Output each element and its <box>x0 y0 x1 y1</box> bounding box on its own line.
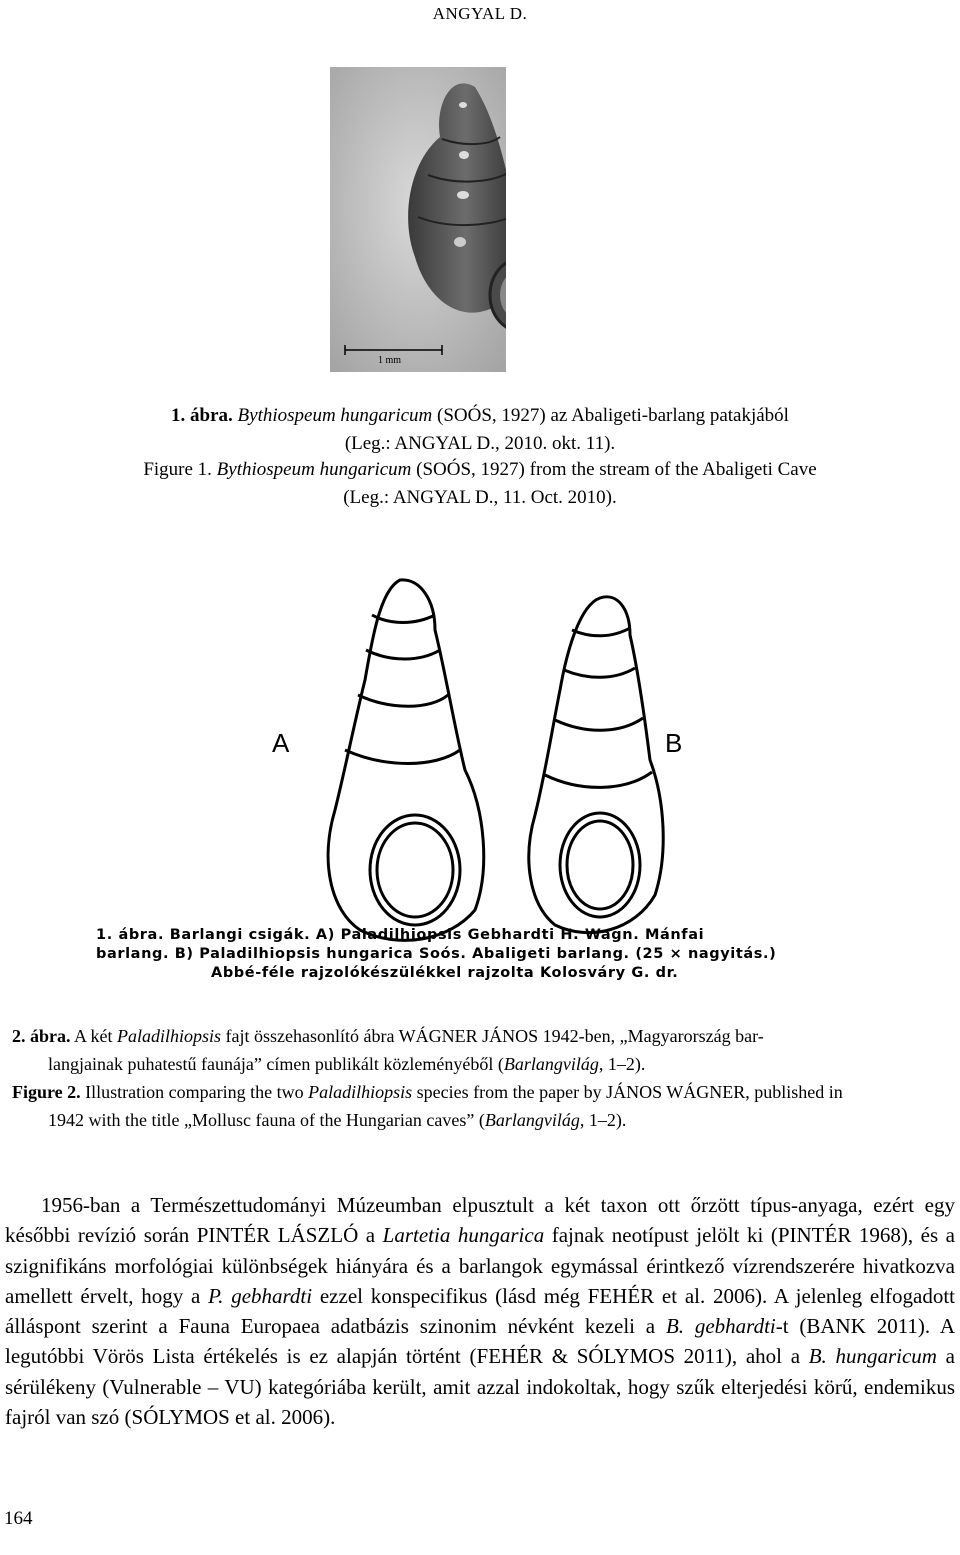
figure2-inner-caption <box>96 926 876 983</box>
figure2-text-hu-3: langjainak puhatestű faunája” címen publikált közleményéből ( <box>48 1054 504 1074</box>
figure1-taxon-hu: Bythiospeum hungaricum <box>237 405 433 426</box>
figure2-text-en-2: species from the paper by JÁNOS WÁGNER, published in <box>412 1082 843 1102</box>
page-number: 164 <box>4 1508 33 1529</box>
snail-photo-illustration <box>330 67 506 372</box>
figure2-journal-en: Barlangvilág <box>484 1110 580 1130</box>
body-taxon-3: B. gebhardti <box>665 1314 776 1339</box>
inner-caption-line1: 1. ábra. Barlangi csigák. A) Paladilhiopsis Gebhardti H. Wagn. Mánfai <box>96 927 705 943</box>
body-text-2: fajnak neotípust jelölt ki (PINTÉR 1968), és a szignifikáns morfológiai különbségek hiányára és a barlangok egymással érintkező vízrendszerére hivatkozva amellett érvelt, hogy a <box>5 1223 955 1308</box>
figure1-caption-hu-line2: (Leg.: ANGYAL D., 2010. okt. 11). <box>344 433 616 454</box>
figure2-text-hu-2: fajt összehasonlító ábra WÁGNER JÁNOS 1942-ben, „Magyarország bar- <box>221 1026 764 1046</box>
body-taxon-1: Lartetia hungarica <box>382 1223 545 1248</box>
figure1-text-en: (SOÓS, 1927) from the stream of the Abaligeti Cave <box>411 459 817 480</box>
figure2-label-hu: 2. ábra. <box>12 1026 71 1046</box>
figure2-label-en: Figure 2. <box>12 1082 81 1102</box>
running-head: ANGYAL D. <box>432 4 528 23</box>
figure2-caption-en <box>12 1078 950 1134</box>
figure2-genus-hu: Paladilhiopsis <box>117 1026 222 1046</box>
figure1-label-en: Figure 1. <box>143 459 212 480</box>
body-text-5: a sérülékeny (Vulnerable – VU) kategóriába került, amit azzal indokoltak, hogy szűk elterjedési körű, endemikus fajról van szó (SÓLYMOS et al. 2006). <box>5 1344 955 1430</box>
figure2-text-en-1: Illustration comparing the two <box>80 1082 309 1102</box>
figure1-label-hu: 1. ábra. <box>171 405 233 426</box>
inner-caption-line2: barlang. B) Paladilhiopsis hungarica Soós. Abaligeti barlang. (25 × nagyitás.) <box>96 946 777 962</box>
inner-caption-line3: Abbé-féle rajzolókészülékkel rajzolta Kolosváry G. dr. <box>211 965 679 981</box>
body-text-4: -t (BANK 2011). A legutóbbi Vörös Lista értékelés is ez alapján történt (FEHÉR & SÓLYMOS 2011), ahol a <box>5 1314 955 1369</box>
label-b: B <box>665 728 683 758</box>
scale-bar-label: 1 mm <box>378 355 402 366</box>
figure1-caption-en <box>0 456 960 484</box>
figure1-taxon-en: Bythiospeum hungaricum <box>216 459 412 480</box>
figure1-caption-en-line2: (Leg.: ANGYAL D., 11. Oct. 2010). <box>343 487 617 508</box>
label-a: A <box>272 728 290 758</box>
figure2-caption-hu <box>12 1022 950 1078</box>
figure1-caption-hu <box>0 402 960 430</box>
body-text-3: ezzel konspecifikus (lásd még FEHÉR et al. 2006). A jelenleg elfogadott álláspont szerint a Fauna Europaea adatbázis szinonim névként kezeli a <box>5 1283 955 1339</box>
figure2-text-en-3: 1942 with the title „Mollusc fauna of the Hungarian caves” ( <box>48 1110 485 1130</box>
body-taxon-2: P. gebhardti <box>208 1283 313 1308</box>
figure2-text-hu-4: , 1–2). <box>598 1054 646 1074</box>
figure2-genus-en: Paladilhiopsis <box>308 1082 413 1102</box>
body-text-1: 1956-ban a Természettudományi Múzeumban elpusztult a két taxon ott őrzött típus-anyaga, ezért egy későbbi revízió során PINTÉR LÁSZLÓ a <box>5 1193 955 1248</box>
figure2-drawing <box>90 570 880 990</box>
figure2-text-hu-1: A két <box>70 1026 118 1046</box>
figure2-journal-hu: Barlangvilág <box>503 1054 599 1074</box>
body-paragraph <box>5 1190 955 1432</box>
body-taxon-4: B. hungaricum <box>808 1344 937 1369</box>
figure1-text-hu: (SOÓS, 1927) az Abaligeti-barlang patakjából <box>432 405 789 426</box>
figure2-text-en-4: , 1–2). <box>579 1110 627 1130</box>
snail-photo <box>330 67 506 372</box>
